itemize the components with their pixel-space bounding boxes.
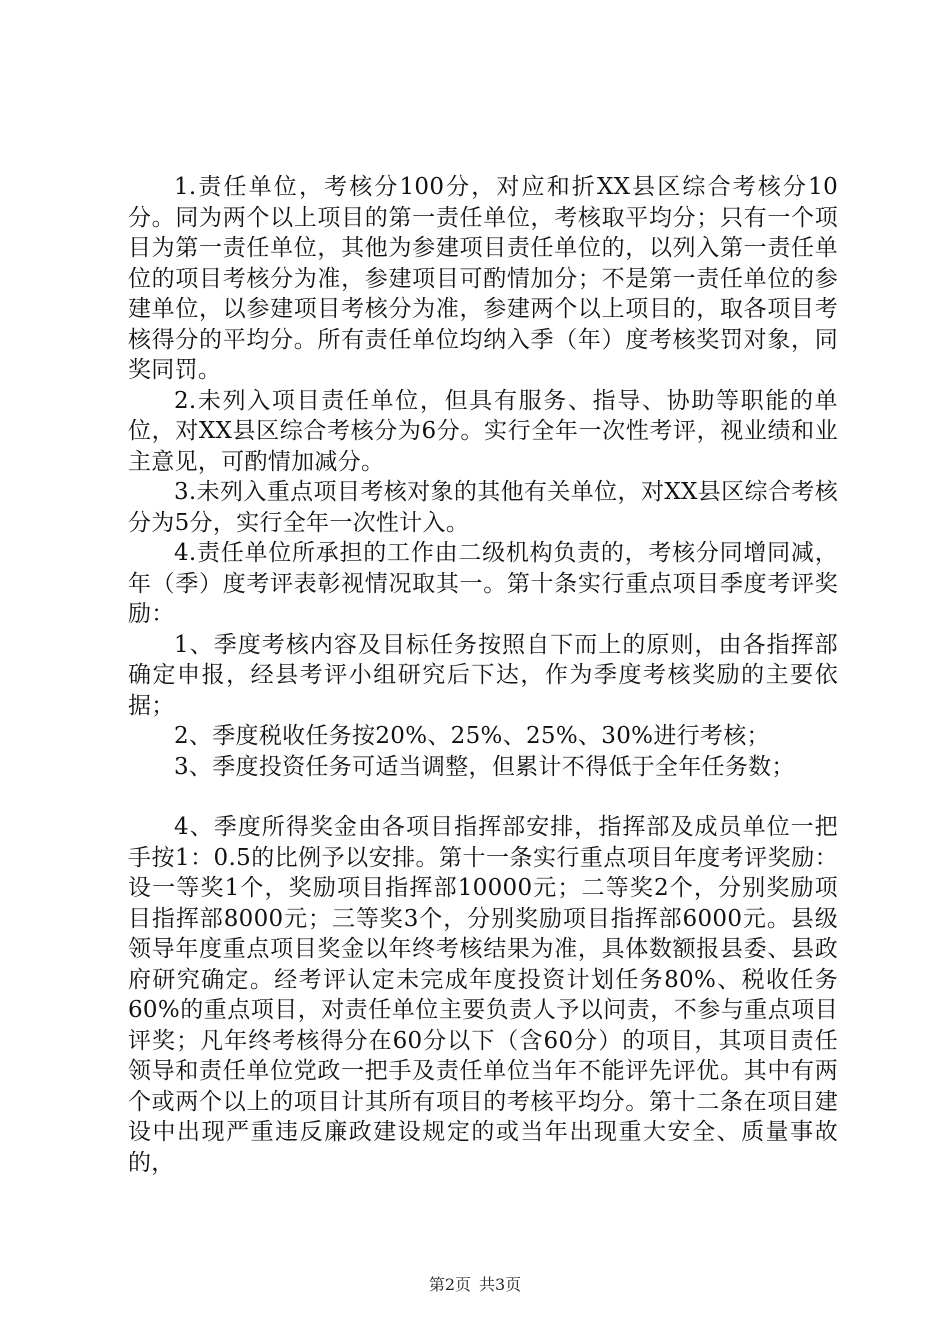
page-total: 共3页 — [479, 1275, 522, 1294]
paragraph-2: 2.未列入项目责任单位，但具有服务、指导、协助等职能的单位，对XX县区综合考核分为6分。实行全年一次性考评，视业绩和业主意见，可酌情加减分。 — [128, 387, 838, 475]
paragraph-gap — [128, 782, 838, 812]
document-body — [128, 172, 838, 1178]
paragraph-3: 3.未列入重点项目考核对象的其他有关单位，对XX县区综合考核分为5分，实行全年一次性计入。 — [128, 479, 838, 536]
page-footer — [0, 1272, 950, 1295]
page-number: 第2页 — [428, 1275, 471, 1294]
paragraph-7: 3、季度投资任务可适当调整，但累计不得低于全年任务数； — [174, 753, 795, 780]
paragraph-5: 1、季度考核内容及目标任务按照自下而上的原则，由各指挥部确定申报，经县考评小组研究后下达，作为季度考核奖励的主要依据； — [128, 631, 838, 719]
paragraph-4: 4.责任单位所承担的工作由二级机构负责的，考核分同增同减，年（季）度考评表彰视情况取其一。第十条实行重点项目季度考评奖励： — [128, 540, 838, 627]
paragraph-8: 4、季度所得奖金由各项目指挥部安排，指挥部及成员单位一把手按1：0.5的比例予以安排。第十一条实行重点项目年度考评奖励：设一等奖1个，奖励项目指挥部10000元；二等奖2个，分别奖励项目指挥部8000元；三等奖3个，分别奖励项目指挥部6000元。县级领导年度重点项目奖金以年终考核结果为准，具体数额报县委、县政府研究确定。经考评认定未完成年度投资计划任务80%、税收任务60%的重点项目，对责任单位主要负责人予以问责，不参与重点项目评奖；凡年终考核得分在60分以下（含60分）的项目，其项目责任领导和责任单位党政一把手及责任单位当年不能评先评优。其中有两个或两个以上的项目计其所有项目的考核平均分。第十二条在项目建设中出现严重违反廉政建设规定的或当年出现重大安全、质量事故的， — [128, 814, 838, 1176]
paragraph-1: 1.责任单位，考核分100分，对应和折XX县区综合考核分10分。同为两个以上项目的第一责任单位，考核取平均分；只有一个项目为第一责任单位，其他为参建项目责任单位的，以列入第一责任单位的项目考核分为准，参建项目可酌情加分；不是第一责任单位的参建单位，以参建项目考核分为准，参建两个以上项目的，取各项目考核得分的平均分。所有责任单位均纳入季（年）度考核奖罚对象，同奖同罚。 — [128, 174, 838, 383]
paragraph-6: 2、季度税收任务按20%、25%、25%、30%进行考核； — [174, 723, 770, 749]
